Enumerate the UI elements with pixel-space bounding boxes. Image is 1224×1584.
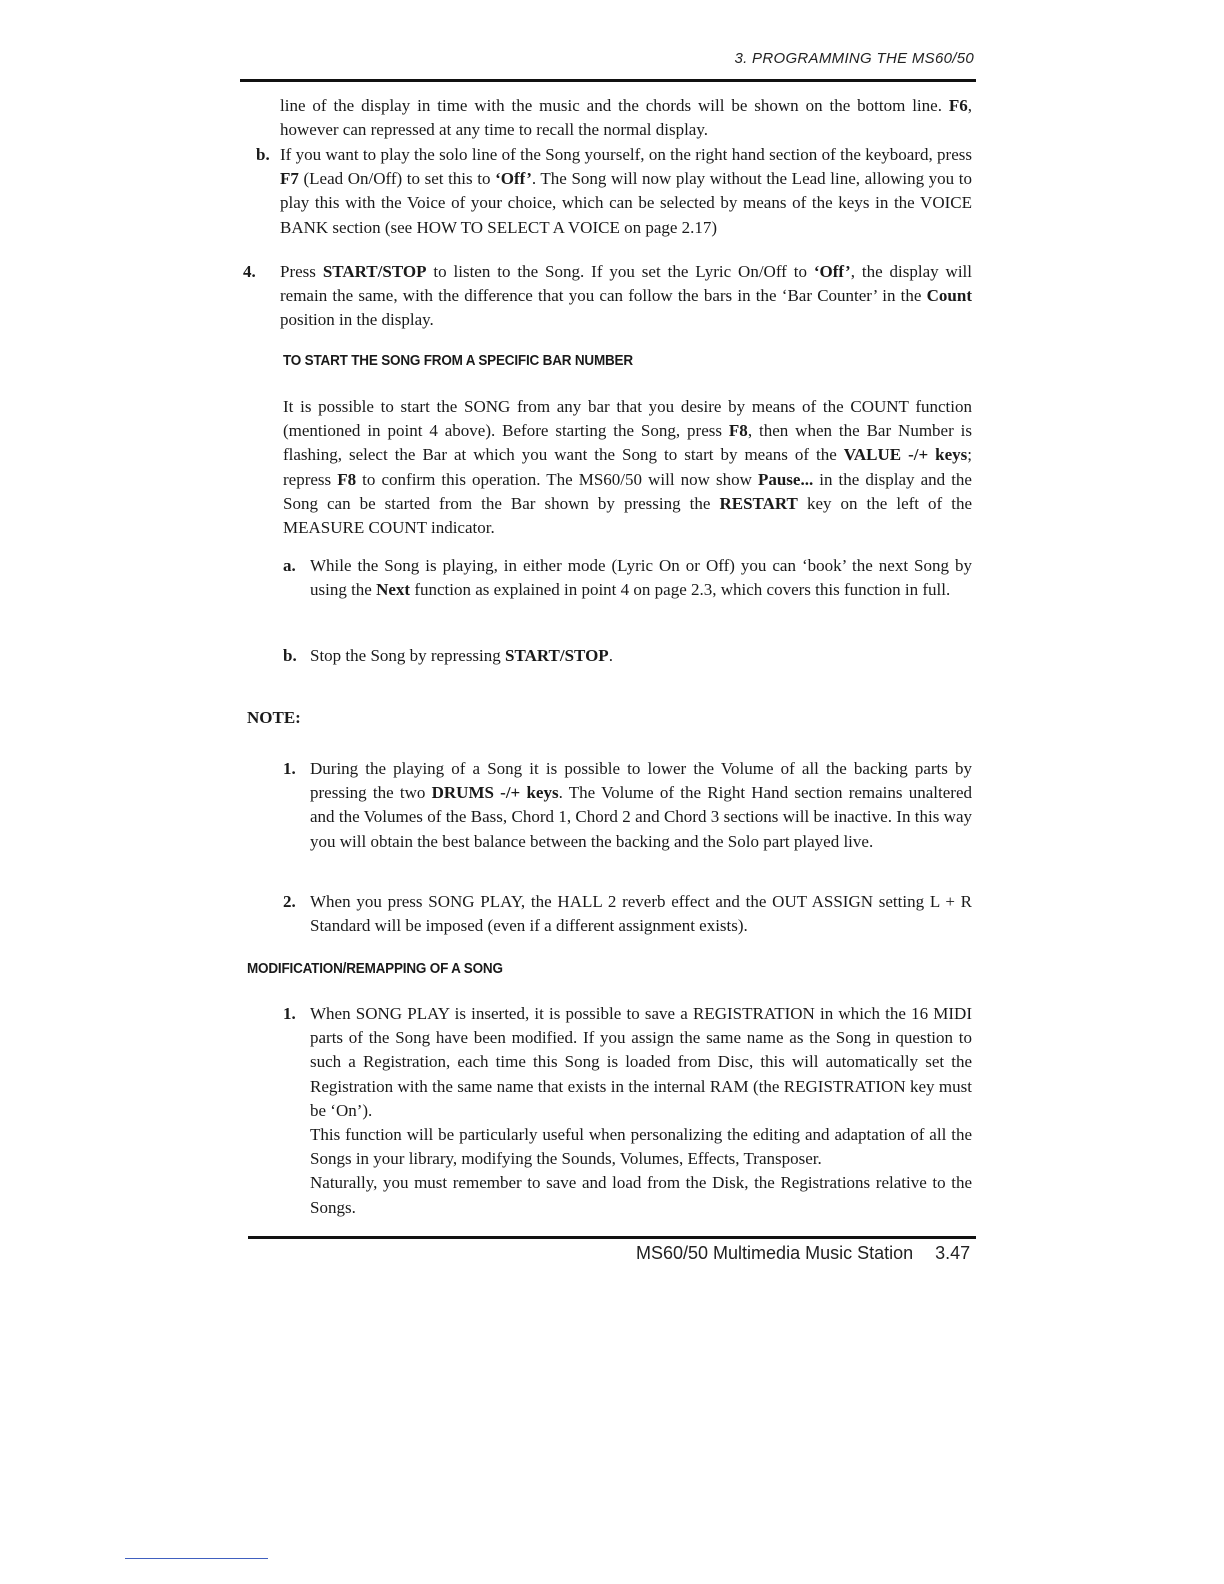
text-run: When you press SONG PLAY, the HALL 2 reverb effect and the OUT ASSIGN setting L + R Standard will be imposed (even if a different assignment exists).: [310, 892, 972, 936]
text-run: This function will be particularly useful when personalizing the editing and adaptation of all the Songs in your library, modifying the Sounds, Volumes, Effects, Transposer.: [310, 1125, 972, 1169]
list-marker: 1.: [283, 1004, 296, 1023]
text-run: If you want to play the solo line of the Song yourself, on the right hand section of the keyboard, press: [280, 145, 972, 164]
list-marker: 2.: [283, 892, 296, 911]
footer-rule: [248, 1236, 976, 1239]
text-run: to confirm this operation. The MS60/50 will now show: [356, 469, 758, 489]
text-run: position in the display.: [280, 310, 434, 330]
list-item-a-next-song: [310, 554, 972, 602]
list-marker: b.: [283, 646, 297, 665]
bold-term: F6: [948, 96, 968, 115]
text-run: line of the display in time with the music and the chords will be shown on the bottom line.: [280, 96, 949, 115]
bold-term: F7: [280, 169, 299, 189]
text-run: . The Song will now play without the Lead line, allowing you to play this with the Voice of your choice, which can be selected by means of the keys in the VOICE BANK section (see HOW TO SELECT A VOICE on page 2.17): [280, 169, 973, 237]
section-heading-modification: MODIFICATION/REMAPPING OF A SONG: [247, 961, 503, 977]
text-run: It is possible to start the SONG from any bar that you desire by means of the COUNT function (mentioned in point 4 above). Before starting the Song, press: [283, 397, 972, 441]
bold-term: F8: [728, 421, 748, 441]
text-run: When SONG PLAY is inserted, it is possible to save a REGISTRATION in which the 16 MIDI parts of the Song have been modified. If you assign the same name as the Song in question to such a Registration, each time this Song is loaded from Disc, this will automatically set the Registration with the same name that exists in the internal RAM (the REGISTRATION key must be ‘On’).: [310, 1004, 972, 1120]
bold-term: START/STOP: [322, 262, 427, 281]
text-run: During the playing of a Song it is possible to lower the Volume of all the backing parts by pressing the two: [310, 759, 972, 803]
text-run: Naturally, you must remember to save and load from the Disk, the Registrations relative to the Songs.: [310, 1173, 972, 1217]
text-run: Press: [280, 262, 323, 281]
note-heading: NOTE:: [247, 708, 301, 727]
text-run: .: [608, 646, 613, 665]
step-4-start-stop: [280, 260, 972, 333]
bold-term: F8: [337, 469, 357, 489]
text-run: . The Volume of the Right Hand section remains unaltered and the Volumes of the Bass, Chord 1, Chord 2 and Chord 3 sections will be inactive. In this way you will obtain the best balance between the backing and the Solo part played live.: [310, 783, 972, 851]
page-footer: [636, 1243, 970, 1264]
section-heading-start-bar: TO START THE SONG FROM A SPECIFIC BAR NUMBER: [283, 353, 633, 369]
text-run: While the Song is playing, in either mode (Lyric On or Off) you can ‘book’ the next Song by using the: [310, 556, 972, 600]
paragraph-continuation: [280, 94, 972, 142]
list-item-b-stop: [310, 644, 972, 668]
list-item-b-lead-off: [280, 143, 972, 240]
list-marker: 1.: [283, 759, 296, 778]
modification-item-1: [310, 1002, 972, 1220]
note-item-2: [310, 890, 972, 938]
bold-term: VALUE -/+ keys: [843, 445, 968, 465]
bold-term: ‘Off’: [495, 169, 532, 189]
bold-term: Pause...: [757, 469, 814, 489]
bold-term: Next: [376, 580, 411, 600]
text-run: , the display will remain the same, with the difference that you can follow the bars in the ‘Bar Counter’ in the: [280, 262, 972, 306]
scan-artifact-line: [125, 1558, 268, 1559]
text-run: ; repress: [283, 445, 972, 489]
bold-term: DRUMS -/+ keys: [431, 783, 559, 803]
text-run: Stop the Song by repressing: [310, 646, 506, 665]
text-run: (Lead On/Off) to set this to: [298, 169, 496, 189]
list-marker: b.: [256, 145, 270, 164]
list-marker: a.: [283, 556, 296, 575]
step-marker: 4.: [243, 262, 256, 281]
text-run: , then when the Bar Number is flashing, select the Bar at which you want the Song to start by means of the: [283, 421, 973, 465]
text-run: to listen to the Song. If you set the Lyric On/Off to: [426, 262, 814, 281]
text-run: function as explained in point 4 on page 2.3, which covers this function in full.: [410, 580, 951, 600]
running-header: 3. PROGRAMMING THE MS60/50: [734, 50, 974, 67]
footer-title: MS60/50 Multimedia Music Station: [636, 1243, 914, 1263]
text-run: , however can repressed at any time to recall the normal display.: [280, 96, 972, 140]
text-run: key on the left of the MEASURE COUNT indicator.: [283, 493, 972, 538]
page-number: 3.47: [935, 1243, 971, 1263]
paragraph-start-bar: [283, 395, 972, 540]
bold-term: Count: [926, 286, 972, 306]
note-item-1: [310, 757, 972, 854]
bold-term: START/STOP: [505, 646, 609, 665]
bold-term: ‘Off’: [813, 262, 851, 281]
bold-term: RESTART: [719, 493, 798, 513]
header-rule: [240, 79, 976, 82]
text-run: in the display and the Song can be started from the Bar shown by pressing the: [283, 469, 972, 513]
